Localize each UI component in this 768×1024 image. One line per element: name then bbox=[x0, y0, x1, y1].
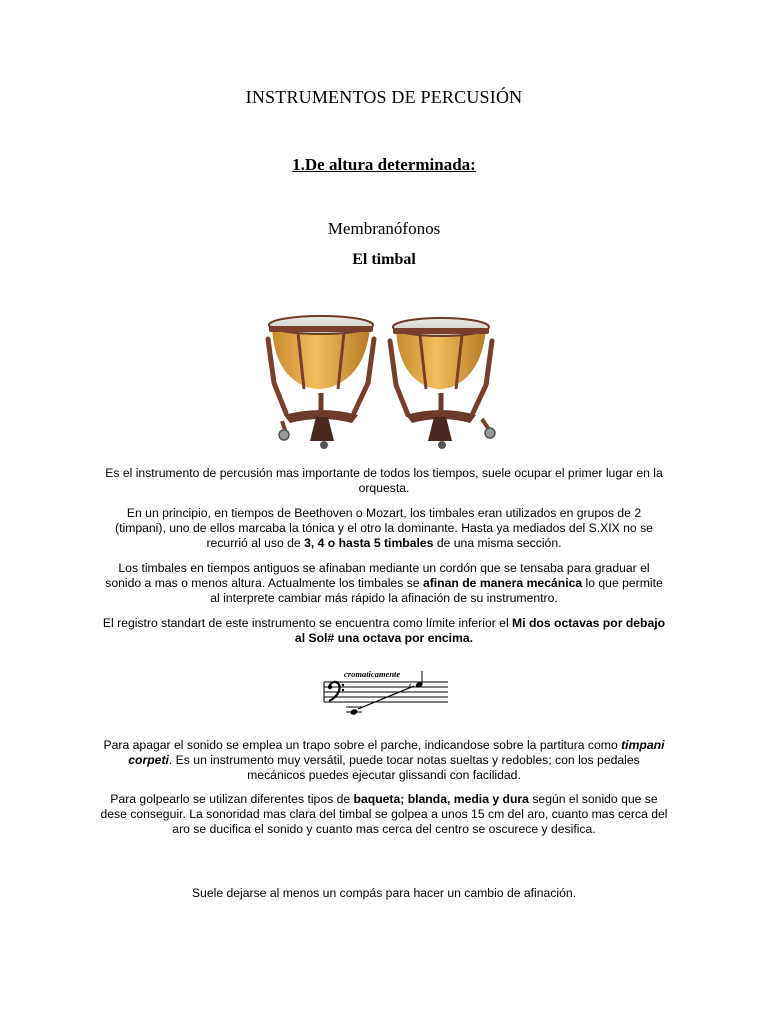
paragraph-muting-text: Para apagar el sonido se emplea un trapo sobre el parche, indicandose sobre la partitura como bbox=[103, 738, 622, 752]
paragraph-mallets-end: según el sonido que se dese conseguir. La sonoridad mas clara del timbal se golpea a unos 15 cm del aro, cuanto mas cerca del aro se ducifica el sonido y cuanto mas cerca del centro se oscurece y desifica. bbox=[100, 792, 668, 836]
staff-range-figure bbox=[322, 668, 450, 716]
paragraph-mallets bbox=[100, 792, 668, 837]
paragraph-range bbox=[100, 616, 668, 646]
paragraph-mallets-text: Para golpearlo se utilizan diferentes tipos de bbox=[110, 792, 354, 806]
paragraph-range-bold: Mi dos octavas por debajo al Sol# una octava por encima. bbox=[294, 616, 666, 645]
section-heading-text: 1.De altura determinada: bbox=[292, 155, 476, 174]
section-heading bbox=[0, 155, 768, 175]
high-note-icon bbox=[408, 671, 423, 691]
left-timpani-drum bbox=[268, 316, 374, 449]
paragraph-range-text: El registro standart de este instrumento se encuentra como límite inferior el bbox=[102, 616, 513, 630]
svg-text:♯: ♯ bbox=[408, 682, 412, 691]
paragraph-mallets-bold: baqueta; blanda, media y dura bbox=[353, 792, 529, 806]
paragraph-tuning-end: lo que permite al interprete cambiar más rápido la afinación de su instrumentro. bbox=[210, 576, 663, 605]
paragraph-tuning-text: Los timbales en tiempos antiguos se afinaban mediante un cordón que se tensaba para graduar el sonido a mas o menos altura. Actualmente los timbales se bbox=[105, 561, 650, 590]
paragraph-history bbox=[100, 506, 668, 551]
paragraph-muting-term: timpani corpeti bbox=[128, 738, 665, 767]
paragraph-intro: Es el instrumento de percusión mas importante de todos los tiempos, suele ocupar el primer lugar en la orquesta. bbox=[105, 466, 663, 495]
bass-clef-icon bbox=[328, 682, 344, 701]
right-timpani-drum bbox=[390, 318, 495, 449]
paragraph-history-bold: 3, 4 o hasta 5 timbales bbox=[304, 536, 434, 550]
paragraph-retuning: Suele dejarse al menos un compás para hacer un cambio de afinación. bbox=[191, 886, 577, 900]
paragraph-history-end: de una misma sección. bbox=[433, 536, 562, 550]
timpani-image bbox=[262, 313, 502, 457]
paragraph-muting bbox=[100, 738, 668, 783]
sub-heading: Membranófonos bbox=[327, 219, 441, 238]
paragraph-tuning bbox=[100, 561, 668, 606]
paragraph-history-text: En un principio, en tiempos de Beethoven o Mozart, los timbales eran utilizados en grupos de 2 (timpani), uno de ellos marcaba la tónica y el otro la dominante. Hasta ya mediados del S.XIX no se recurrió al uso de bbox=[115, 506, 653, 550]
instrument-heading: El timbal bbox=[352, 251, 416, 268]
paragraph-tuning-bold: afinan de manera mecánica bbox=[422, 576, 583, 590]
document-title: INSTRUMENTOS DE PERCUSIÓN bbox=[245, 87, 523, 107]
paragraph-muting-end: . Es un instrumento muy versátil, puede tocar notas sueltas y redobles; con los pedales mecánicos puedes ejecutar glissandi con facilidad. bbox=[168, 753, 640, 782]
staff-annotation: cromaticamente bbox=[344, 669, 401, 679]
